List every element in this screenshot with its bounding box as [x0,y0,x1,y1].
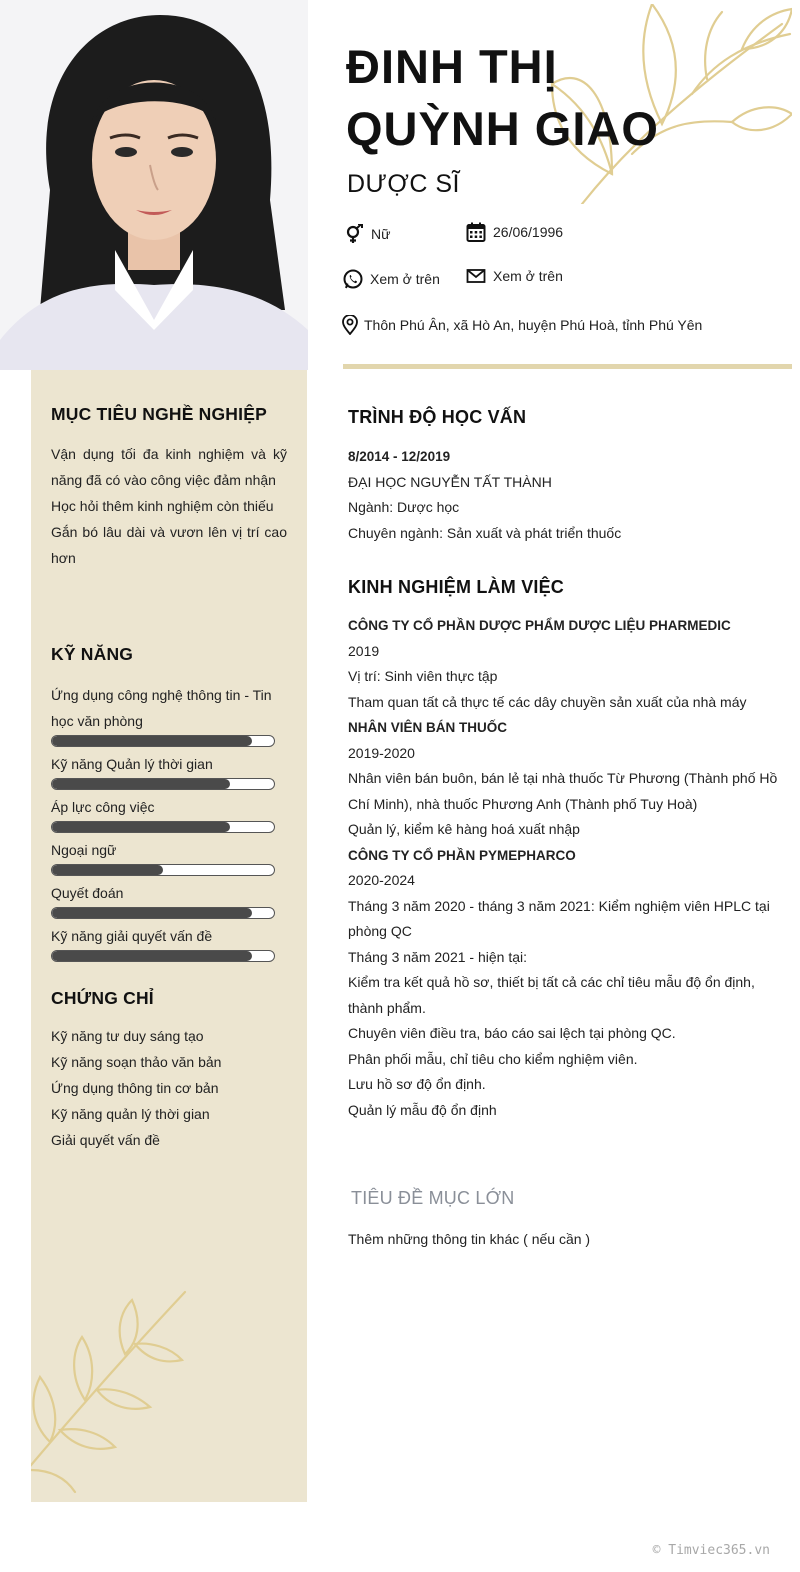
certificates-list [51,1023,287,1153]
education-heading: TRÌNH ĐỘ HỌC VẤN [348,407,527,427]
job-description: Kiểm tra kết quả hồ sơ, thiết bị tất cả các chỉ tiêu mẫu độ ổn định, thành phẩm. [348,974,755,1016]
candidate-name [346,36,786,160]
job-role: Vị trí: Sinh viên thực tập [348,668,498,684]
job-description: Quản lý, kiểm kê hàng hoá xuất nhập [348,821,580,837]
objective-line: Gắn bó lâu dài và vươn lên vị trí cao hơn [51,524,287,566]
skill-bar [51,821,275,833]
watermark: © Timviec365.vn [652,1543,770,1558]
experience-entry [348,843,778,1124]
birthdate-value: 26/06/1996 [493,224,564,240]
calendar-icon [466,222,486,242]
gender-value: Nữ [371,226,391,242]
other-section-heading: TIÊU ĐỀ MỤC LỚN [351,1188,515,1208]
skill-item [51,880,287,919]
skill-bar-fill [52,951,252,961]
experience-entry [348,715,778,843]
objective-line: Học hỏi thêm kinh nghiệm còn thiếu [51,498,274,514]
job-period: 2020-2024 [348,872,415,888]
phone-value: Xem ở trên [370,271,440,287]
job-description: Quản lý mẫu độ ổn định [348,1101,497,1118]
job-description: Phân phối mẫu, chỉ tiêu cho kiểm nghiệm viên. [348,1050,638,1067]
skill-label: Kỹ năng giải quyết vấn đề [51,928,213,944]
skill-bar [51,778,275,790]
objective-line: Vận dụng tối đa kinh nghiệm và kỹ năng đã có vào công việc đảm nhận [51,446,287,488]
education-major: Ngành: Dược học [348,499,460,515]
experience-list [348,613,778,1123]
job-description: Chuyên viên điều tra, báo cáo sai lệch tại phòng QC. [348,1025,676,1041]
phone-icon [343,269,363,289]
company-name: CÔNG TY CỔ PHẦN DƯỢC PHẨM DƯỢC LIỆU PHARMEDIC [348,618,731,633]
skills-list [51,682,287,966]
job-description: Tham quan tất cả thực tế các dây chuyền sản xuất của nhà máy [348,693,747,710]
job-description: Nhân viên bán buôn, bán lẻ tại nhà thuốc Từ Phương (Thành phố Hồ Chí Minh), nhà thuốc Phương Anh (Thành phố Tuy Hoà) [348,770,778,812]
education-school: ĐẠI HỌC NGUYỄN TẤT THÀNH [348,473,552,490]
gold-divider [343,364,792,369]
gender-info [344,224,390,244]
objective-heading: MỤC TIÊU NGHỀ NGHIỆP [51,404,267,424]
skill-bar [51,907,275,919]
certificate-item: Kỹ năng tư duy sáng tạo [51,1028,204,1044]
certificate-item: Kỹ năng quản lý thời gian [51,1106,210,1122]
other-section-text: Thêm những thông tin khác ( nếu cần ) [348,1231,591,1247]
location-pin-icon [342,315,358,335]
job-description: Tháng 3 năm 2021 - hiện tại: [348,948,528,965]
email-info [466,266,563,286]
skills-heading: KỸ NĂNG [51,644,134,664]
email-value: Xem ở trên [493,268,563,284]
skill-bar [51,864,275,876]
gender-icon [344,224,364,244]
job-title: DƯỢC SĨ [347,170,460,198]
profile-photo [0,0,308,370]
job-description: Tháng 3 năm 2020 - tháng 3 năm 2021: Kiểm nghiệm viên HPLC tại phòng QC [348,897,770,939]
education-specialization: Chuyên ngành: Sản xuất và phát triển thuốc [348,524,622,541]
experience-entry [348,613,778,715]
phone-info [343,269,440,289]
skill-bar [51,950,275,962]
company-name: CÔNG TY CỔ PHẦN PYMEPHARCO [348,847,576,863]
skill-bar-fill [52,865,163,875]
skill-label: Áp lực công việc [51,799,155,815]
address-value: Thôn Phú Ân, xã Hò An, huyện Phú Hoà, tỉnh Phú Yên [364,317,703,333]
certificates-heading: CHỨNG CHỈ [51,988,154,1008]
mail-icon [466,266,486,286]
company-name: NHÂN VIÊN BÁN THUỐC [348,720,508,735]
skill-bar [51,735,275,747]
skill-bar-fill [52,822,230,832]
address-info [342,315,702,335]
skill-label: Ứng dụng công nghệ thông tin - Tin học văn phòng [51,687,272,729]
certificate-item: Giải quyết vấn đề [51,1132,160,1148]
experience-heading: KINH NGHIỆM LÀM VIỆC [348,577,565,597]
skill-item [51,923,287,962]
skill-bar-fill [52,908,252,918]
job-description: Lưu hồ sơ độ ổn định. [348,1076,486,1092]
skill-bar-fill [52,779,230,789]
certificate-item: Kỹ năng soạn thảo văn bản [51,1054,222,1070]
education-period: 8/2014 - 12/2019 [348,449,451,464]
birthdate-info [466,222,563,242]
skill-item [51,751,287,790]
gold-leaf-decoration-icon [31,1282,190,1502]
job-period: 2019 [348,642,380,659]
skill-label: Ngoại ngữ [51,842,117,858]
name-line: ĐINH THỊ [346,40,558,93]
skill-label: Quyết đoán [51,885,124,901]
certificate-item: Ứng dụng thông tin cơ bản [51,1080,219,1096]
skill-item [51,682,287,747]
name-line: QUỲNH GIAO [346,102,659,155]
skill-bar-fill [52,736,252,746]
skill-item [51,837,287,876]
job-period: 2019-2020 [348,744,415,761]
education-entry [348,444,778,546]
skill-label: Kỹ năng Quản lý thời gian [51,756,213,772]
left-sidebar [31,370,307,1502]
skill-item [51,794,287,833]
